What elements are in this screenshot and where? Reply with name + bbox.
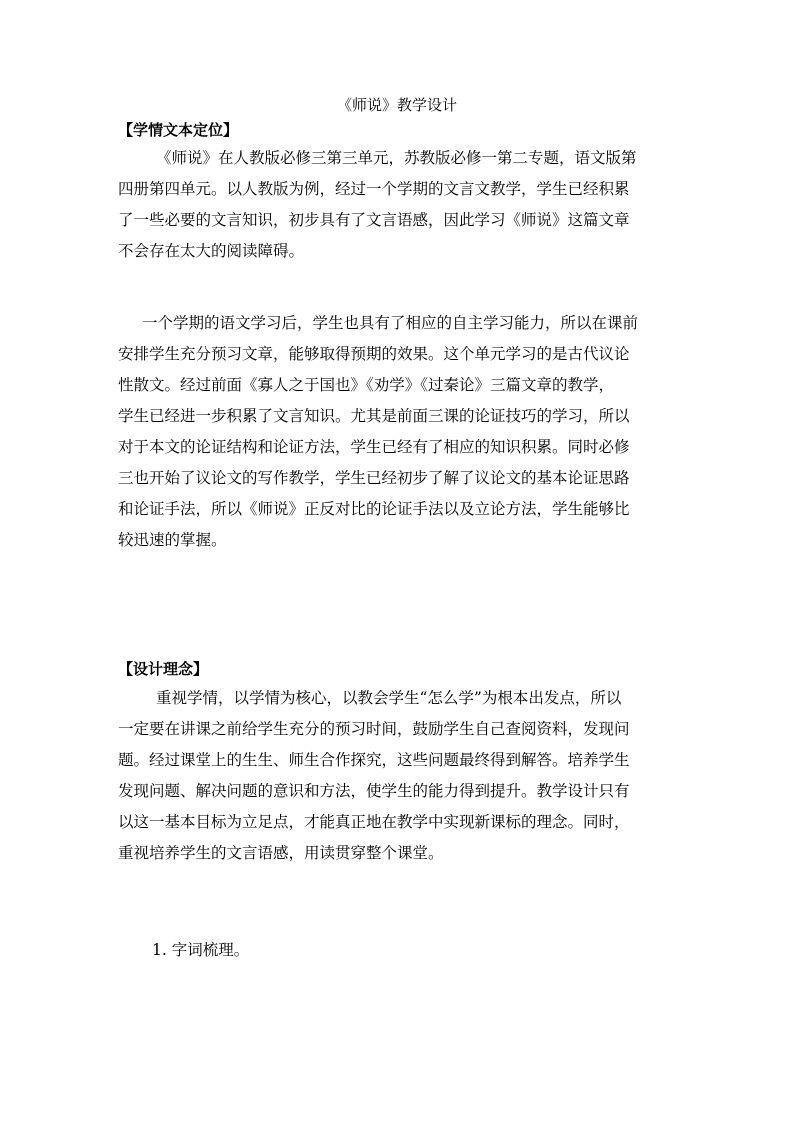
paragraph-line: 题。经过课堂上的生生、师生合作探究，这些问题最终得到解答。培养学生 bbox=[118, 751, 630, 769]
paragraph-line: 了一些必要的文言知识，初步具有了文言语感，因此学习《师说》这篇文章 bbox=[118, 211, 630, 229]
paragraph-line: 一定要在讲课之前给学生充分的预习时间，鼓励学生自己查阅资料，发现问 bbox=[118, 720, 630, 738]
paragraph-line: 安排学生充分预习文章，能够取得预期的效果。这个单元学习的是古代议论 bbox=[118, 345, 630, 363]
paragraph-line: 《师说》在人教版必修三第三单元，苏教版必修一第二专题，语文版第 bbox=[156, 149, 637, 167]
document-title: 《师说》教学设计 bbox=[336, 96, 457, 114]
paragraph-line: 三也开始了议论文的写作教学，学生已经初步了解了议论文的基本论证思路 bbox=[118, 469, 630, 487]
paragraph-line: 重视学情，以学情为核心，以教会学生“怎么学”为根本出发点，所以 bbox=[156, 689, 622, 707]
paragraph-line: 重视培养学生的文言语感，用读贯穿整个课堂。 bbox=[118, 844, 444, 862]
section-heading-situation: 【学情文本定位】 bbox=[118, 121, 239, 139]
paragraph-line: 对于本文的论证结构和论证方法，学生已经有了相应的知识积累。同时必修 bbox=[118, 438, 630, 456]
paragraph-situation-2 bbox=[118, 308, 678, 556]
paragraph-line: 以这一基本目标为立足点，才能真正地在教学中实现新课标的理念。同时， bbox=[118, 813, 630, 831]
paragraph-line: 不会存在太大的阅读障碍。 bbox=[118, 242, 305, 260]
paragraph-line: 一个学期的语文学习后，学生也具有了相应的自主学习能力，所以在课前 bbox=[142, 314, 639, 332]
paragraph-line: 四册第四单元。以人教版为例，经过一个学期的文言文教学，学生已经积累 bbox=[118, 180, 630, 198]
paragraph-design-1 bbox=[118, 683, 678, 869]
paragraph-line: 学生已经进一步积累了文言知识。尤其是前面三课的论证技巧的学习，所以 bbox=[118, 407, 630, 425]
paragraph-situation-1 bbox=[118, 143, 678, 267]
list-item: 1. 字词梳理。 bbox=[152, 941, 250, 959]
paragraph-line: 和论证手法，所以《师说》正反对比的论证手法以及立论方法，学生能够比 bbox=[118, 500, 630, 518]
paragraph-line: 性散文。经过前面《寡人之于国也》《劝学》《过秦论》三篇文章的教学， bbox=[118, 376, 615, 394]
section-heading-design: 【设计理念】 bbox=[118, 660, 209, 678]
paragraph-line: 较迅速的掌握。 bbox=[118, 531, 227, 549]
paragraph-line: 发现问题、解决问题的意识和方法，使学生的能力得到提升。教学设计只有 bbox=[118, 782, 630, 800]
